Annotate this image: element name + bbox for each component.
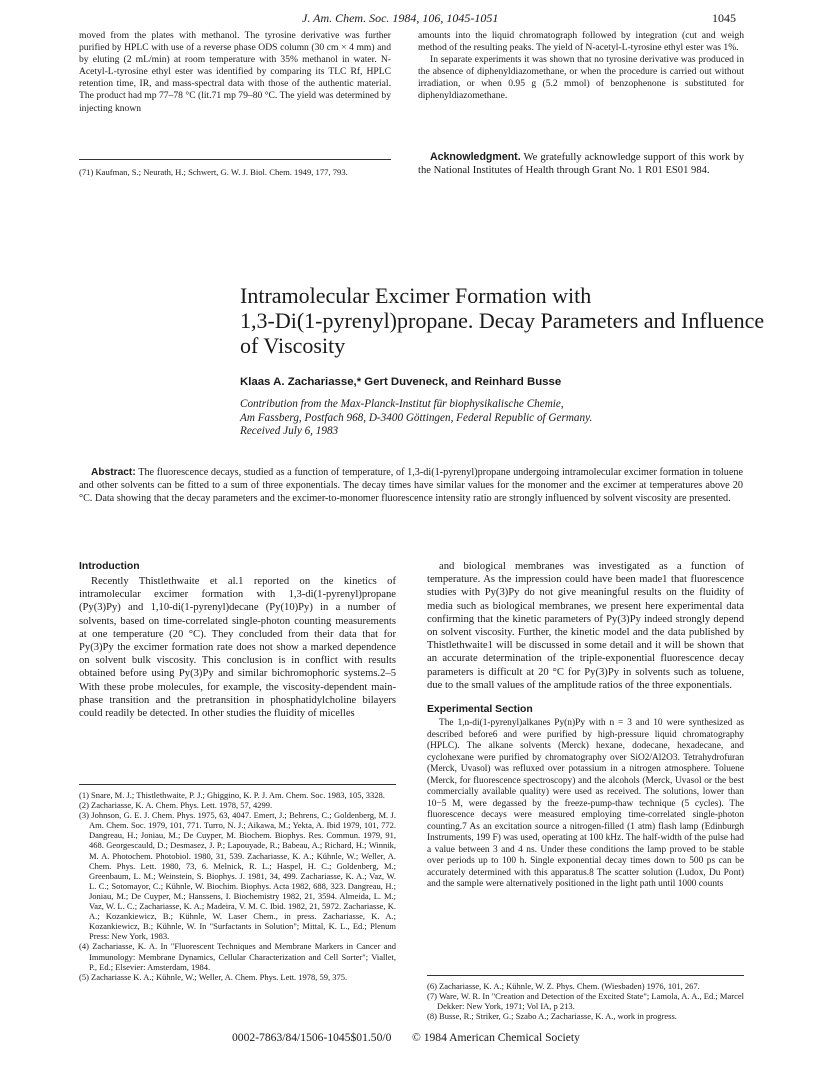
acknowledgment-label: Acknowledgment. xyxy=(430,151,521,163)
experimental-text xyxy=(427,718,744,891)
references-divider-right xyxy=(427,975,744,976)
footnote-divider xyxy=(79,159,391,160)
references-divider-left xyxy=(79,784,396,785)
experimental-heading: Experimental Section xyxy=(427,704,533,715)
reference-4: (4) Zachariasse, K. A. In "Fluorescent Techniques and Membrane Markers in Cancer and Immunology: Membrane Dynamics, Cellular Characterization and Cell Sorter"; Viallet, P., Ed.; Elsevier: Amsterdam, 1984. xyxy=(79,941,396,972)
journal-citation: J. Am. Chem. Soc. 1984, 106, 1045-1051 xyxy=(302,11,499,25)
copyright: © 1984 American Chemical Society xyxy=(412,1031,580,1044)
abstract-text: The fluorescence decays, studied as a function of temperature, of 1,3-di(1-pyrenyl)propane undergoing intramolecular excimer formation in toluene and other solvents can be fitted to a sum of three exponentials. The decay times have similar values for the monomer and the excimer at temperatures above 20 °C. Data showing that the decay parameters and the excimer-to-monomer fluorescence intensity ratio are strongly influenced by solvent viscosity are presented. xyxy=(79,467,743,504)
experimental-paragraph: The 1,n-di(1-pyrenyl)alkanes Py(n)Py with n = 3 and 10 were synthesized as described before6 and were purified by high-pressure liquid chromatography (HPLC). The alkane solvents (Merck) hexane, dodecane, hexadecane, and cyclohexane were purified by chromatography over SiO2/Al2O3. Tetrahydrofuran (Merck, Uvasol) was refluxed over potassium in a nitrogen atmosphere. Toluene (Merck, for fluorescence spectroscopy) and the alcohols (Merck, Uvasol or the best commercially available quality) were used as received. The solutions, lower than 10−5 M, were degassed by the freeze-pump-thaw technique (5 cycles). The fluorescence decays were measured employing time-correlated single-photon counting.7 As an excitation source a nitrogen-filled (1 atm) flash lamp (Edinburgh Instruments, 199 F) was used, operating at 100 kHz. The half-width of the pulse had a value between 3 and 4 ns. Under these conditions the lamp proved to be stable over periods up to 100 h. Single exponential decay times down to 500 ps can be accurately determined with this apparatus.8 The scatter solution (Ludox, Du Pont) and the sample were alternatively positioned in the light path until 1000 counts xyxy=(427,718,744,889)
abstract xyxy=(79,467,743,505)
right-column-text xyxy=(427,560,744,692)
affiliation-line-2: Am Fassberg, Postfach 968, D-3400 Göttingen, Federal Republic of Germany. xyxy=(240,411,593,424)
introduction-heading: Introduction xyxy=(79,561,140,572)
introduction-paragraph: Recently Thistlethwaite et al.1 reported on the kinetics of intramolecular excimer formation with 1,3-di(1-pyrenyl)propane (Py(3)Py) and 1,10-di(1-pyrenyl)decane (Py(10)Py) in a number of solvents, based on time-correlated single-photon counting measurements at one temperature (20 °C). They concluded from their data that for Py(3)Py the excimer formation rate does not show a marked dependence on solvent bulk viscosity. This conclusion is in conflict with results obtained before using Py(3)Py and similar bichromophoric systems.2–5 With these probe molecules, for example, the viscosity-dependent main-phase transition and the pretransition in phosphatidylcholine bilayers could readily be detected. In other studies the fluidity of micelles xyxy=(79,576,396,720)
authors: Klaas A. Zachariasse,* Gert Duveneck, and Reinhard Busse xyxy=(240,376,562,388)
acknowledgment xyxy=(418,151,744,177)
title-line-3: of Viscosity xyxy=(240,333,346,358)
affiliation xyxy=(240,398,760,439)
abstract-label: Abstract: xyxy=(91,467,136,478)
article-code: 0002-7863/84/1506-1045$01.50/0 xyxy=(232,1031,392,1044)
affiliation-line-1: Contribution from the Max-Planck-Institut für biophysikalische Chemie, xyxy=(240,398,564,410)
reference-7: (7) Ware, W. R. In "Creation and Detection of the Excited State"; Lamola, A. A., Ed.; Marcel Dekker: New York, 1971; Vol IA, p 213. xyxy=(427,991,744,1012)
acknowledgment-text: We gratefully acknowledge support of this work by the National Institutes of Health through Grant No. 1 R01 ES01 984. xyxy=(418,152,744,177)
references-left xyxy=(79,790,396,982)
introduction-text xyxy=(79,575,396,720)
reference-5: (5) Zachariasse K. A.; Kühnle, W.; Weller, A. Chem. Phys. Lett. 1978, 59, 375. xyxy=(79,971,348,982)
reference-3: (3) Johnson, G. E. J. Chem. Phys. 1975, 63, 4047. Emert, J.; Behrens, C.; Goldenberg, M. J. Am. Chem. Soc. 1979, 101, 771. Turro, N. J.; Aikawa, M.; Yekta, A. Ibid 1979, 101, 772. Dangreau, H.; Joniau, M.; De Cuyper, M. Biochem. Biophys. Res. Commun. 1979, 91, 468. Georgescauld, D.; Desmasez, J. P.; Lapouyade, R.; Babeau, A.; Richard, H.; Winnik, M. A. Photochem. Photobiol. 1980, 31, 539. Zachariasse, K. A.; Kühnle, W.; Weller, A. Chem. Phys. Lett. 1980, 73, 6. Melnick, R. L.; Haspel, H. C.; Goldenberg, M.; Greenbaum, L. M.; Weinstein, S. Biophys. J. 1981, 34, 499. Zachariasse, K. A.; Vaz, W. L. C.; Sotomayor, C.; Kühnle, W. Biochim. Biophys. Acta 1982, 688, 323. Dangreau, H.; Joniau, M.; De Cuyper, M.; Hanssens, I. Biochemistry 1982, 21, 3594. Almeida, L. M.; Vaz, W. L. C.; Zachariasse, K. A.; Madeira, V. M. C. Ibid. 1982, 21, 5972. Zachariasse, K. A.; Kozankiewicz, B.; Kühnle, W. Laser Chem., in press. Zachariasse, K. A.; Kozankiewicz, B.; Kühnle, W. In "Surfactants in Solution"; Mittal, K. L., Ed.; Plenum Press: New York, 1983. xyxy=(79,810,396,942)
title-line-1: Intramolecular Excimer Formation with xyxy=(240,283,592,308)
footnote-71: (71) Kaufman, S.; Neurath, H.; Schwert, G. W. J. Biol. Chem. 1949, 177, 793. xyxy=(79,167,348,177)
references-right xyxy=(427,981,744,1021)
reference-6: (6) Zachariasse, K. A.; Kühnle, W. Z. Phys. Chem. (Wiesbaden) 1976, 101, 267. xyxy=(427,981,700,991)
reference-1: (1) Snare, M. J.; Thistlethwaite, P. J.; Ghiggino, K. P. J. Am. Chem. Soc. 1983, 105, 3328. xyxy=(79,790,385,800)
top-left-footnote xyxy=(79,167,391,178)
introduction-continued: and biological membranes was investigated as a function of temperature. As the impression could have been made1 that fluorescence studies with Py(3)Py do not give meaningful results on the fluidity of media such as biological membranes, we present here experimental data confirming that the kinetic parameters of Py(3)Py indeed strongly depend on solvent viscosity. Further, the kinetic model and the data published by Thistlethwaite1 will be discussed in some detail and it will be shown that an accurate determination of the triple-exponential fluorescence decay parameters is difficult at 20 °C for Py(3)Py in solvents such as toluene, due to the small values of the amplitude ratios of the three exponentials. xyxy=(427,561,744,691)
separate-experiments-paragraph: In separate experiments it was shown that no tyrosine derivative was produced in the absence of diphenyldiazomethane, or when the procedure is carried out without irradiation, or when 0.95 g (5.2 mmol) of benzophenone is substituted for diphenyldiazomethane. xyxy=(418,54,744,102)
page-number: 1045 xyxy=(712,11,736,25)
reference-2: (2) Zachariasse, K. A. Chem. Phys. Lett. 1978, 57, 4299. xyxy=(79,800,273,811)
top-left-text xyxy=(79,30,391,115)
continuation-paragraph-right: amounts into the liquid chromatograph followed by integration (cut and weigh method of the resulting peaks. The yield of N-acetyl-L-tyrosine ethyl ester was 1%. xyxy=(418,30,744,54)
continuation-paragraph: moved from the plates with methanol. The tyrosine derivative was further purified by HPLC with use of a reverse phase ODS column (30 cm × 4 mm) and by eluting (2 mL/min) at room temperature with 35% methanol in water. N-Acetyl-L-tyrosine ethyl ester was identified by comparing its TLC Rf, HPLC retention time, IR, and mass-spectral data with those of the authentic material. The product had mp 77–78 °C (lit.71 mp 79–80 °C. The yield was determined by injecting known xyxy=(79,30,391,114)
title-line-2: 1,3-Di(1-pyrenyl)propane. Decay Parameters and Influence xyxy=(240,308,765,333)
received-date: Received July 6, 1983 xyxy=(240,425,339,438)
reference-8: (8) Busse, R.; Striker, G.; Szabo A.; Zachariasse, K. A., work in progress. xyxy=(427,1011,677,1022)
article-title xyxy=(240,283,765,358)
top-right-text xyxy=(418,30,744,103)
